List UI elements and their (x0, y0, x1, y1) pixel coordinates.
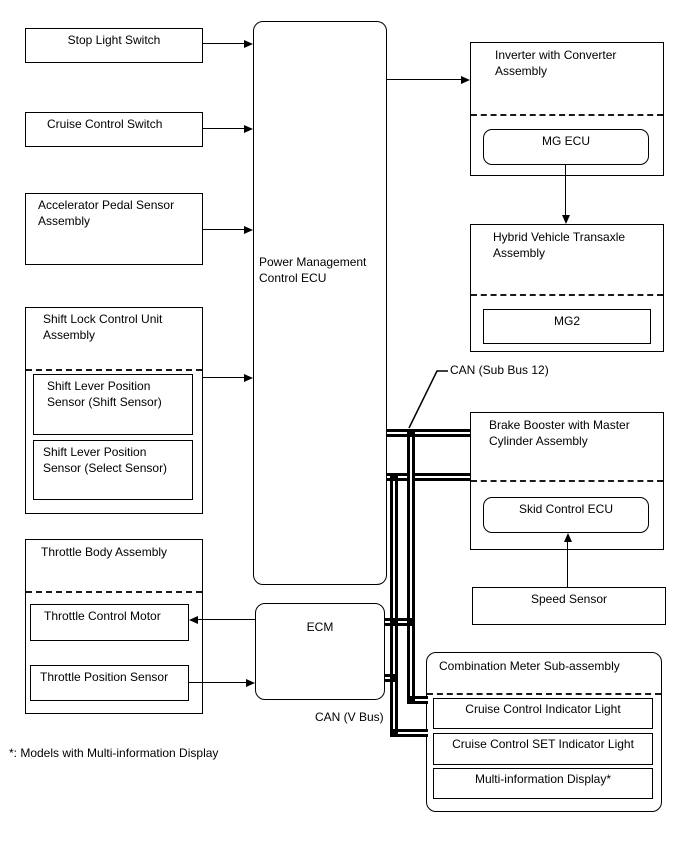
throttle-position-to-ecm-wire (189, 682, 247, 683)
can-sub-bus-label: CAN (Sub Bus 12) (450, 363, 549, 377)
stop-light-switch-label: Stop Light Switch (67, 33, 161, 47)
pmc-to-inverter-wire (387, 79, 461, 80)
mg-ecu-box (483, 129, 649, 165)
skid-control-ecu-box (483, 497, 649, 533)
can-junction (390, 674, 398, 682)
brake-booster-dashed-divider (471, 480, 663, 482)
hybrid-vehicle-transaxle-label: Hybrid Vehicle Transaxle Assembly (493, 230, 626, 260)
stop-light-switch-arrowhead (244, 40, 253, 48)
cruise-control-indicator-light-label: Cruise Control Indicator Light (465, 702, 621, 716)
shift-lock-wire (203, 377, 245, 378)
can-v-bus-label: CAN (V Bus) (315, 710, 384, 724)
throttle-control-motor-label: Throttle Control Motor (44, 609, 161, 623)
can-bus-vertical-outer (390, 475, 398, 729)
mg2-label: MG2 (553, 314, 580, 328)
speed-sensor-label: Speed Sensor (530, 592, 608, 606)
can-junction (390, 618, 398, 626)
ecm-box (255, 603, 385, 700)
inverter-dashed-divider (471, 114, 663, 116)
combination-meter-dashed-divider (427, 693, 661, 695)
cruise-control-indicator-light-box (433, 698, 653, 729)
can-junction (407, 618, 415, 626)
multi-information-display-box (433, 768, 653, 799)
can-bus-vertical-inner (407, 431, 415, 696)
shift-lever-position-shift-sensor-box (33, 374, 193, 435)
cruise-control-set-indicator-light-box (433, 733, 653, 765)
multi-information-display-label: Multi-information Display* (474, 772, 612, 786)
accelerator-pedal-sensor-box (25, 193, 203, 265)
speed-sensor-arrowhead (564, 533, 572, 542)
can-sub-bus-leader-line (400, 362, 455, 434)
throttle-position-sensor-box (30, 665, 189, 701)
cruise-control-switch-wire (203, 128, 245, 129)
stop-light-switch-wire (203, 43, 245, 44)
throttle-position-to-ecm-arrowhead (246, 679, 255, 687)
ecm-to-throttle-motor-arrowhead (189, 616, 198, 624)
shift-lock-dashed-divider (26, 369, 202, 371)
speed-sensor-wire (567, 541, 568, 587)
mg-ecu-to-transaxle-arrowhead (562, 215, 570, 224)
ecm-label: ECM (306, 620, 334, 634)
mg2-box (483, 309, 651, 344)
brake-booster-label: Brake Booster with Master Cylinder Assembly (489, 418, 630, 448)
stop-light-switch-box (25, 28, 203, 63)
can-junction (390, 473, 398, 481)
accelerator-pedal-wire (203, 229, 245, 230)
accelerator-pedal-arrowhead (244, 226, 253, 234)
can-junction (407, 696, 415, 704)
throttle-body-label: Throttle Body Assembly (41, 545, 168, 559)
cruise-control-switch-arrowhead (244, 125, 253, 133)
cruise-control-switch-label: Cruise Control Switch (47, 117, 163, 131)
combination-meter-label: Combination Meter Sub-assembly (439, 659, 620, 673)
can-junction (390, 729, 398, 737)
throttle-body-dashed-divider (26, 591, 202, 593)
shift-lever-position-select-sensor-box (33, 440, 193, 500)
shift-lock-arrowhead (244, 374, 253, 382)
throttle-position-sensor-label: Throttle Position Sensor (40, 670, 169, 684)
ecm-to-throttle-motor-wire (197, 619, 255, 620)
accelerator-pedal-sensor-label: Accelerator Pedal Sensor Assembly (38, 198, 175, 228)
throttle-control-motor-box (30, 604, 189, 641)
power-management-control-ecu-box (253, 21, 387, 585)
can-bus-pmc-to-brake-lower (387, 473, 470, 481)
transaxle-dashed-divider (471, 294, 663, 296)
footnote: *: Models with Multi-information Display (9, 746, 219, 760)
inverter-with-converter-label: Inverter with Converter Assembly (495, 48, 617, 78)
pmc-to-inverter-arrowhead (461, 76, 470, 84)
mg-ecu-label: MG ECU (542, 134, 590, 148)
shift-lever-position-shift-sensor-label: Shift Lever Position Sensor (Shift Sensor) (47, 379, 162, 409)
cruise-control-switch-box (25, 112, 203, 147)
skid-control-ecu-label: Skid Control ECU (518, 502, 614, 516)
speed-sensor-box (472, 587, 666, 625)
mg-ecu-to-transaxle-wire (565, 165, 566, 215)
shift-lock-control-unit-label: Shift Lock Control Unit Assembly (43, 312, 163, 342)
power-management-control-ecu-label: Power Management Control ECU (259, 255, 367, 285)
cruise-control-set-indicator-light-label: Cruise Control SET Indicator Light (452, 737, 634, 751)
shift-lever-position-select-sensor-label: Shift Lever Position Sensor (Select Sensor) (43, 445, 168, 475)
